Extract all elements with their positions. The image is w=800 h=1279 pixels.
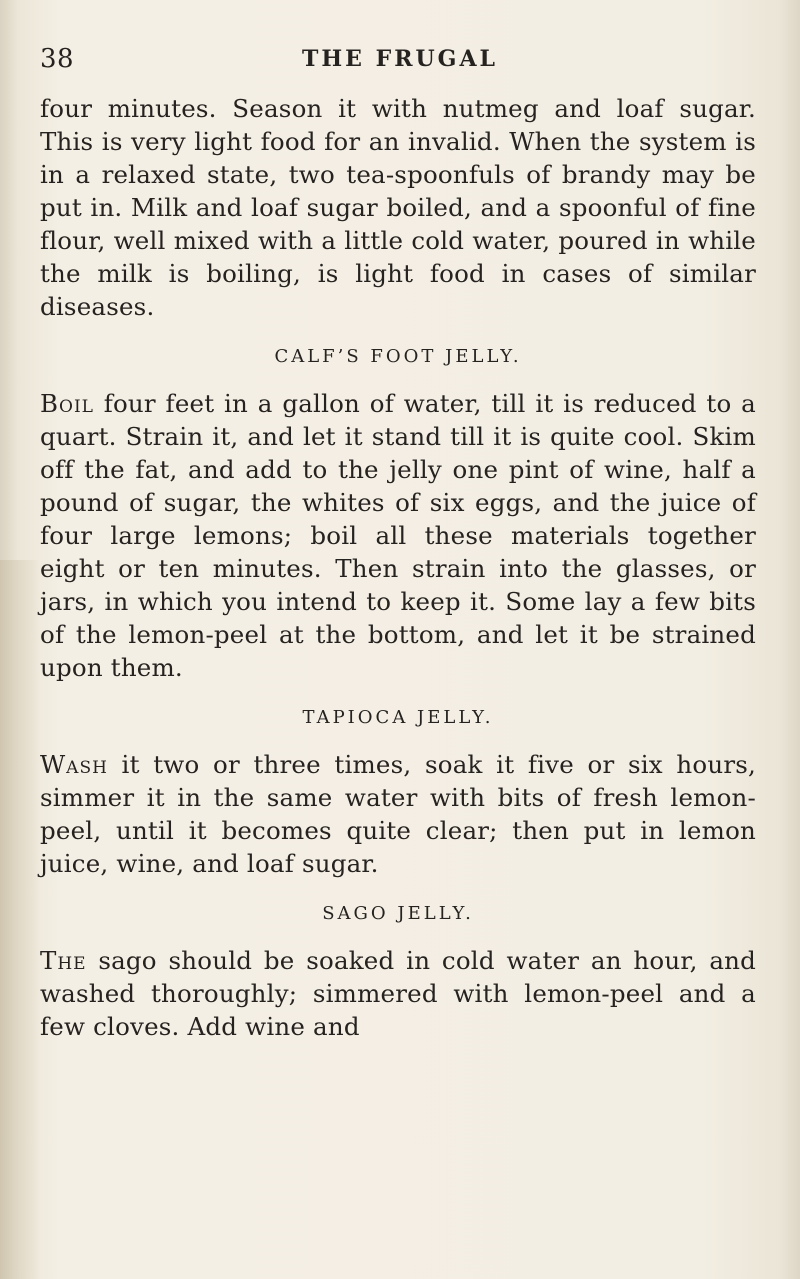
page-header [0, 44, 800, 84]
page-number: 38 [40, 44, 75, 74]
section-heading-sago-jelly: SAGO JELLY. [322, 903, 474, 924]
page-gutter-shadow [0, 560, 40, 1279]
running-head: THE FRUGAL [302, 46, 498, 72]
recipe-sago-jelly [40, 944, 756, 1043]
lead-word: The [40, 946, 87, 975]
recipe-calfs-foot-jelly [40, 387, 756, 684]
section-heading-calfs-foot-jelly: CALF’S FOOT JELLY. [274, 346, 522, 367]
paragraph-text: four minutes. Season it with nutmeg and loaf sugar. This is very light food for an invalid. When the system is in a relaxed state, two tea-spoonfuls of brandy may be put in. Milk and loaf sugar boiled, and a spoonful of fine flour, well mixed with a little cold water, poured in while the milk is boiling, is light food in cases of similar diseases. [40, 94, 756, 321]
section-heading-tapioca-jelly: TAPIOCA JELLY. [302, 707, 494, 728]
paragraph-text: four feet in a gallon of water, till it is reduced to a quart. Strain it, and let it stand till it is quite cool. Skim off the fat, and add to the jelly one pint of wine, half a pound of sugar, the whites of six eggs, and the juice of four large lemons; boil all these materials together eight or ten minutes. Then strain into the glasses, or jars, in which you intend to keep it. Some lay a few bits of the lemon-peel at the bottom, and let it be strained upon them. [40, 389, 756, 682]
lead-word: Boil [40, 389, 94, 418]
paragraph-text: it two or three times, soak it five or six hours, simmer it in the same water with bits of fresh lemon-peel, until it becomes quite clear; then put in lemon juice, wine, and loaf sugar. [40, 750, 756, 878]
page-body [40, 92, 756, 1043]
lead-word: Wash [40, 750, 108, 779]
recipe-tapioca-jelly [40, 748, 756, 880]
paragraph-continuation [40, 92, 756, 323]
paragraph-text: sago should be soaked in cold water an hour, and washed thoroughly; simmered with lemon-peel and a few cloves. Add wine and [40, 946, 756, 1041]
